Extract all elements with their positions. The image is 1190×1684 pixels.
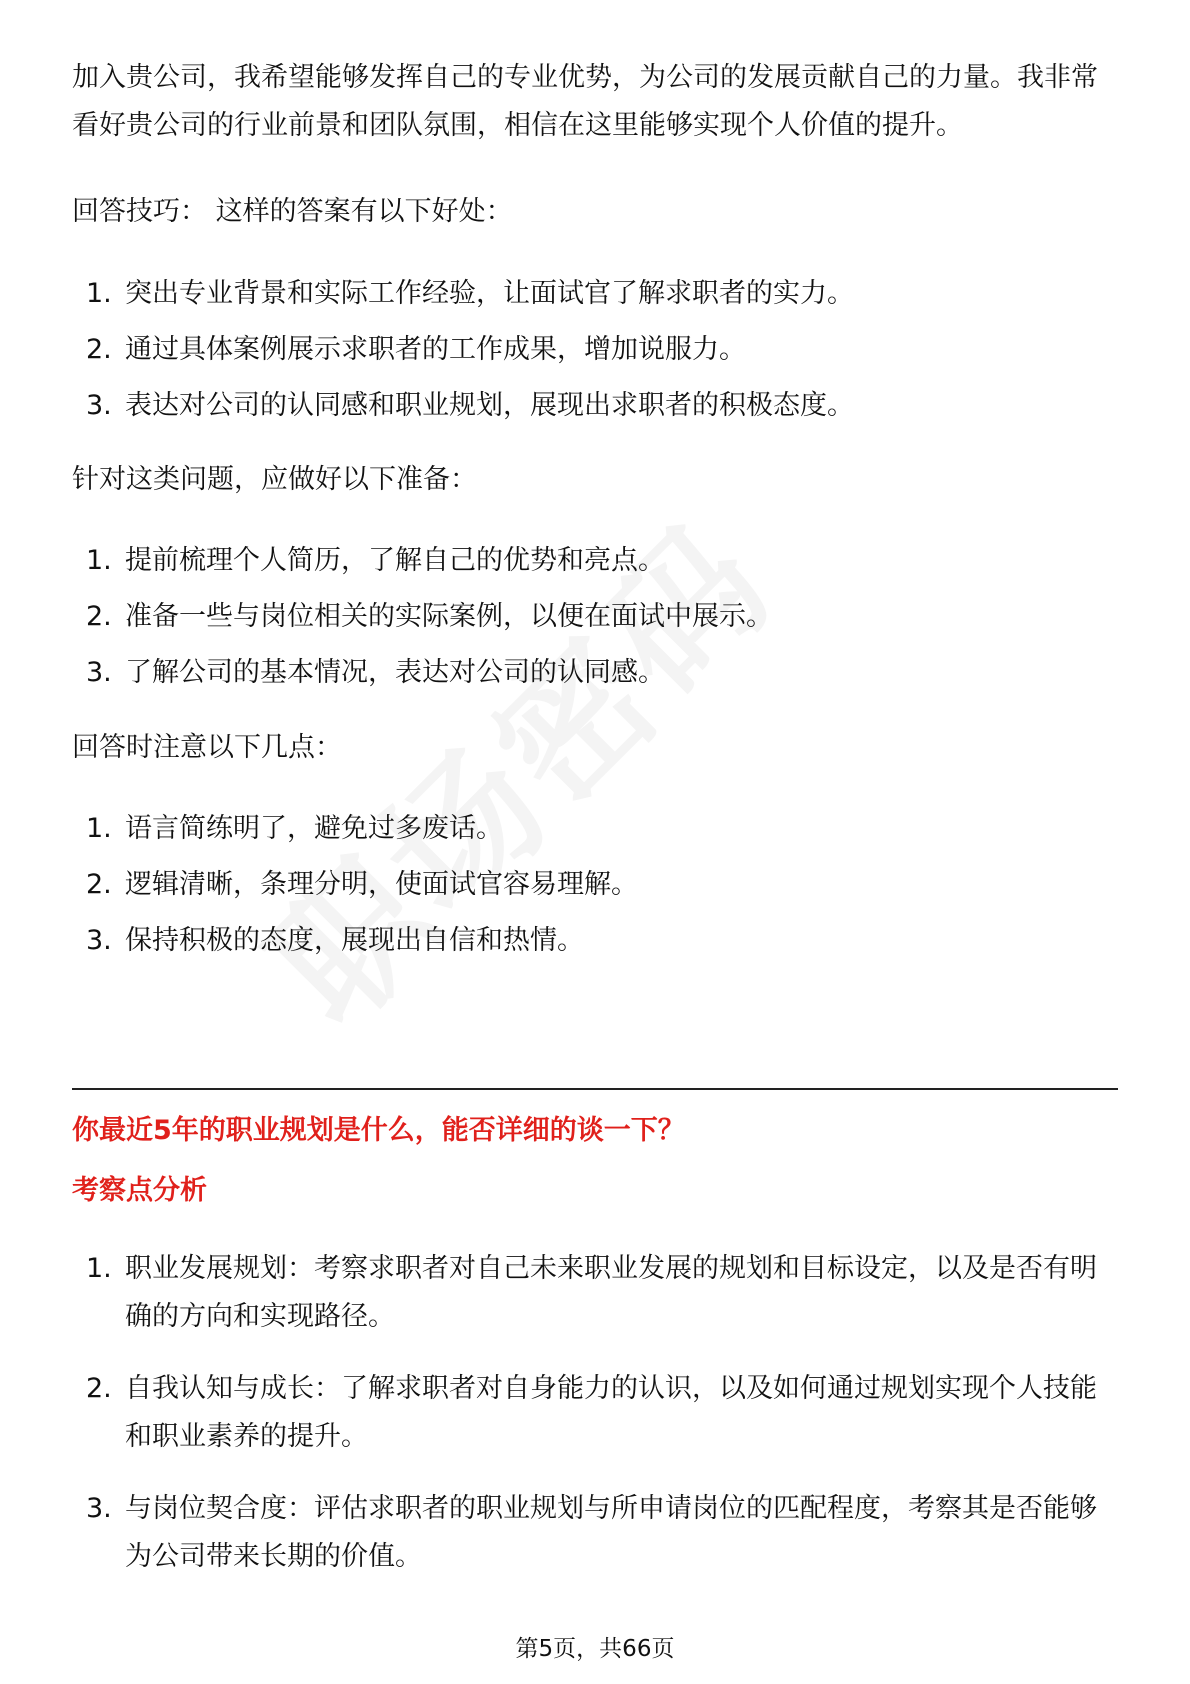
list-number: 3. (86, 657, 112, 688)
list-text: 提前梳理个人简历，了解自己的优势和亮点。 (125, 545, 665, 576)
list-item (0, 266, 1190, 322)
list-number: 3. (86, 390, 112, 421)
list-text: 保持积极的态度，展现出自信和热情。 (125, 925, 584, 956)
list-item (0, 645, 1190, 701)
list-item (0, 589, 1190, 645)
list-text: 通过具体案例展示求职者的工作成果，增加说服力。 (125, 334, 746, 365)
analysis-heading: 考察点分析 (72, 1175, 207, 1206)
list-item (0, 1365, 1190, 1461)
list-number: 1. (86, 545, 112, 576)
analysis-list (0, 1245, 1190, 1605)
list-text: 表达对公司的认同感和职业规划，展现出求职者的积极态度。 (125, 390, 854, 421)
list-item (0, 1485, 1190, 1581)
list-text: 准备一些与岗位相关的实际案例，以便在面试中展示。 (125, 601, 773, 632)
list-text: 了解公司的基本情况，表达对公司的认同感。 (125, 657, 665, 688)
page-footer: 第5页，共66页 (515, 1636, 675, 1662)
intro-paragraph: 加入贵公司，我希望能够发挥自己的专业优势，为公司的发展贡献自己的力量。我非常看好贵公司的行业前景和团队氛围，相信在这里能够实现个人价值的提升。 (72, 62, 1098, 141)
list-item (0, 322, 1190, 378)
tips-list (0, 266, 1190, 434)
list-text: 自我认知与成长：了解求职者对自身能力的认识，以及如何通过规划实现个人技能和职业素养的提升。 (125, 1373, 1097, 1452)
prep-list (0, 533, 1190, 701)
list-item (0, 1245, 1190, 1341)
list-number: 3. (86, 925, 112, 956)
list-number: 1. (86, 278, 112, 309)
list-text: 突出专业背景和实际工作经验，让面试官了解求职者的实力。 (125, 278, 854, 309)
list-number: 2. (86, 869, 112, 900)
list-item (0, 913, 1190, 969)
notes-heading: 回答时注意以下几点： (72, 732, 342, 763)
notes-list (0, 801, 1190, 969)
list-item (0, 533, 1190, 589)
list-number: 2. (86, 1373, 112, 1404)
list-text: 语言简练明了，避免过多废话。 (125, 813, 503, 844)
section-divider (72, 1088, 1118, 1090)
list-number: 1. (86, 1253, 112, 1284)
list-text: 逻辑清晰，条理分明，使面试官容易理解。 (125, 869, 638, 900)
prep-heading: 针对这类问题，应做好以下准备： (72, 464, 477, 495)
list-item (0, 801, 1190, 857)
list-text: 与岗位契合度：评估求职者的职业规划与所申请岗位的匹配程度，考察其是否能够为公司带来长期的价值。 (125, 1493, 1097, 1572)
question-title: 你最近5年的职业规划是什么，能否详细的谈一下？ (72, 1115, 685, 1146)
list-number: 3. (86, 1493, 112, 1524)
tips-heading: 回答技巧： 这样的答案有以下好处： (72, 196, 513, 227)
list-text: 职业发展规划：考察求职者对自己未来职业发展的规划和目标设定，以及是否有明确的方向和实现路径。 (125, 1253, 1097, 1332)
list-item (0, 857, 1190, 913)
list-item (0, 378, 1190, 434)
list-number: 1. (86, 813, 112, 844)
list-number: 2. (86, 334, 112, 365)
list-number: 2. (86, 601, 112, 632)
